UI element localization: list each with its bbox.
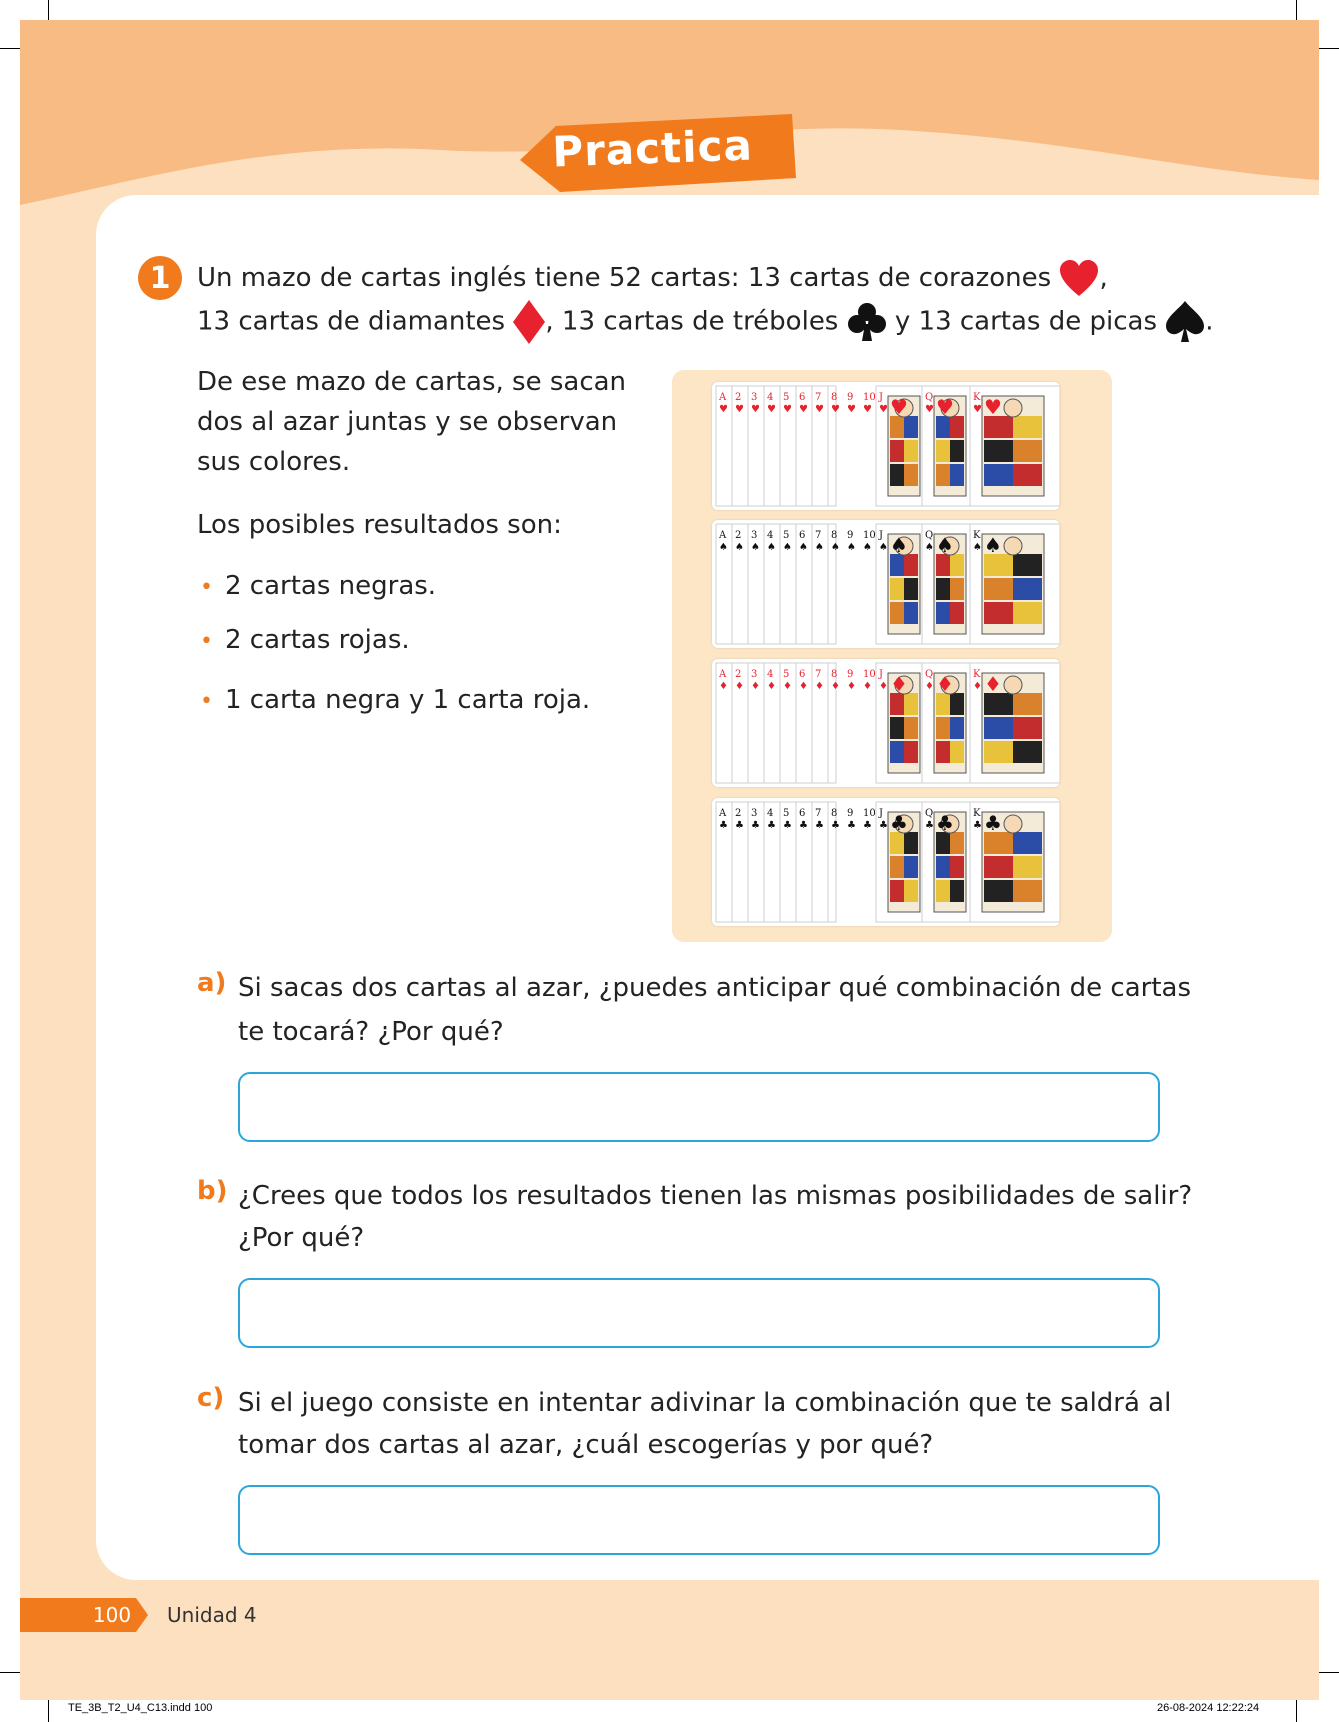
card-suit-pip: ♦ [879,681,888,692]
card-rank: 9 [847,669,854,680]
card-rank: 5 [783,669,790,680]
bullet-icon: • [200,575,213,600]
card-suit-pip: ♥ [735,404,744,415]
answer-field-c[interactable] [238,1485,1160,1555]
description-line: sus colores. [197,447,351,477]
crop-mark [1296,0,1297,22]
club-icon [847,302,887,342]
crop-mark [1318,48,1339,49]
card-rank: 4 [767,808,774,819]
card-K [970,524,1060,644]
card-fan [712,798,1060,926]
question-b-line: ¿Por qué? [238,1223,365,1253]
card-J [876,524,922,644]
card-10 [863,808,876,831]
card-suit-pip: ♥ [879,404,888,415]
result-item: • 1 carta negra y 1 carta roja. [200,685,591,715]
crop-mark [48,0,49,22]
card-row-hearts [712,382,1060,510]
card-K [970,663,1060,783]
card-rank: 4 [767,392,774,403]
card-suit-pip: ♦ [767,681,776,692]
svg-text:♦: ♦ [984,672,1002,696]
crop-mark [0,1672,22,1673]
card-rank: K [973,392,981,403]
card-suit-pip: ♥ [751,404,760,415]
card-8 [828,802,840,922]
page-number: 100 [92,1603,132,1627]
card-suit-pip: ♣ [751,820,760,831]
card-suit-pip: ♦ [719,681,728,692]
face-card-art [982,533,1044,634]
svg-text:♣: ♣ [936,811,954,835]
card-rank: A [719,669,727,680]
card-suit-pip: ♥ [831,404,840,415]
card-rank: J [879,669,884,680]
svg-text:♣: ♣ [984,811,1002,835]
card-suit-pip: ♠ [831,542,840,553]
face-card-art [888,811,920,912]
question-b-line: ¿Crees que todos los resultados tienen las mismas posibilidades de salir? [238,1181,1193,1211]
card-suit-pip: ♠ [847,542,856,553]
card-suit-pip: ♦ [925,681,934,692]
card-suit-pip: ♦ [783,681,792,692]
card-suit-pip: ♠ [973,542,982,553]
card-8 [828,524,840,644]
card-suit-pip: ♥ [925,404,934,415]
diamond-icon [513,300,545,344]
answer-field-b[interactable] [238,1278,1160,1348]
card-rank: 7 [815,808,822,819]
card-rank: 6 [799,669,806,680]
svg-text:♥: ♥ [984,395,1002,419]
card-rank: J [879,392,884,403]
card-rank: J [879,530,884,541]
question-label-c: c) [197,1383,225,1413]
card-suit-pip: ♣ [719,820,728,831]
card-rank: K [973,669,981,680]
card-suit-pip: ♠ [863,542,872,553]
card-9 [847,808,856,831]
face-card-art [934,533,966,634]
card-suit-pip: ♦ [751,681,760,692]
card-Q [922,524,970,644]
card-9 [847,669,856,692]
card-suit-pip: ♣ [815,820,824,831]
bullet-icon: • [200,689,213,714]
card-Q [922,802,970,922]
card-rank: 3 [751,392,758,403]
card-suit-pip: ♦ [831,681,840,692]
card-row-clubs [712,798,1060,926]
card-rank: 7 [815,392,822,403]
question-a-line: Si sacas dos cartas al azar, ¿puedes anticipar qué combinación de cartas [238,973,1191,1003]
card-9 [847,392,856,415]
face-card-art [888,533,920,634]
intro-text: Un mazo de cartas inglés tiene 52 cartas: 13 cartas de corazones [197,263,1052,293]
card-row-diamonds [712,659,1060,787]
svg-text:♠: ♠ [890,533,908,557]
svg-text:♣: ♣ [890,811,908,835]
card-rank: 4 [767,530,774,541]
card-J [876,663,922,783]
slug-datetime: 26-08-2024 12:22:24 [1157,1702,1260,1714]
face-card-art [888,672,920,773]
card-8 [828,386,840,506]
answer-field-a[interactable] [238,1072,1160,1142]
svg-text:♦: ♦ [890,672,908,696]
card-rank: Q [925,808,934,819]
card-suit-pip: ♦ [735,681,744,692]
card-suit-pip: ♥ [815,404,824,415]
svg-text:♥: ♥ [890,395,908,419]
card-rank: A [719,530,727,541]
card-rank: 3 [751,530,758,541]
svg-text:♥: ♥ [936,395,954,419]
card-rank: 9 [847,392,854,403]
card-rank: 10 [863,808,876,819]
card-rank: 9 [847,808,854,819]
card-rank: 7 [815,530,822,541]
card-fan [712,520,1060,648]
card-suit-pip: ♣ [783,820,792,831]
card-10 [863,392,876,415]
card-rank: J [879,808,884,819]
slug-file: TE_3B_T2_U4_C13.indd 100 [68,1702,213,1714]
activity-number: 1 [138,256,182,300]
card-rank: 8 [831,669,838,680]
card-suit-pip: ♣ [879,820,888,831]
card-rank: 6 [799,808,806,819]
card-suit-pip: ♣ [735,820,744,831]
bullet-icon: • [200,629,213,654]
card-rank: 6 [799,530,806,541]
card-10 [863,530,876,553]
card-suit-pip: ♠ [925,542,934,553]
description-line: De ese mazo de cartas, se sacan [197,367,627,397]
card-suit-pip: ♣ [847,820,856,831]
card-suit-pip: ♣ [799,820,808,831]
card-rank: 9 [847,530,854,541]
card-rank: 10 [863,530,876,541]
card-rank: Q [925,530,934,541]
card-suit-pip: ♥ [767,404,776,415]
unit-label: Unidad 4 [167,1603,257,1627]
face-card-art [982,395,1044,496]
card-rank: 2 [735,530,742,541]
face-card-art [934,811,966,912]
card-rank: 2 [735,669,742,680]
face-card-art [934,395,966,496]
face-card-art [982,811,1044,912]
card-suit-pip: ♥ [783,404,792,415]
question-label-b: b) [197,1176,228,1206]
card-suit-pip: ♠ [735,542,744,553]
card-rank: 5 [783,392,790,403]
card-10 [863,669,876,692]
card-suit-pip: ♠ [879,542,888,553]
card-suit-pip: ♠ [751,542,760,553]
card-rank: 3 [751,808,758,819]
card-suit-pip: ♦ [847,681,856,692]
question-c-line: tomar dos cartas al azar, ¿cuál escogerías y por qué? [238,1430,934,1460]
card-suit-pip: ♠ [815,542,824,553]
card-J [876,386,922,506]
card-row-spades [712,520,1060,648]
result-item: • 2 cartas negras. [200,571,437,601]
crop-mark [1318,1672,1339,1673]
card-rank: 8 [831,808,838,819]
card-rank: 5 [783,808,790,819]
card-rank: K [973,530,981,541]
card-K [970,386,1060,506]
card-rank: 7 [815,669,822,680]
card-suit-pip: ♥ [973,404,982,415]
card-fan [712,382,1060,510]
card-suit-pip: ♣ [863,820,872,831]
card-suit-pip: ♣ [973,820,982,831]
card-suit-pip: ♠ [783,542,792,553]
heart-icon [1059,260,1099,298]
card-rank: A [719,808,727,819]
question-a-line: te tocará? ¿Por qué? [238,1017,504,1047]
card-K [970,802,1060,922]
face-card-art [982,672,1044,773]
spade-icon [1165,301,1205,343]
crop-mark [1296,1700,1297,1722]
card-suit-pip: ♥ [847,404,856,415]
card-9 [847,530,856,553]
crop-mark [0,48,22,49]
card-suit-pip: ♣ [925,820,934,831]
card-rank: 2 [735,392,742,403]
svg-text:♦: ♦ [936,672,954,696]
card-suit-pip: ♦ [815,681,824,692]
card-Q [922,386,970,506]
card-rank: A [719,392,727,403]
card-suit-pip: ♣ [831,820,840,831]
question-label-a: a) [197,968,227,998]
card-rank: 6 [799,392,806,403]
card-8 [828,663,840,783]
results-intro: Los posibles resultados son: [197,510,562,540]
card-rank: 5 [783,530,790,541]
face-card-art [934,672,966,773]
card-suit-pip: ♣ [767,820,776,831]
card-Q [922,663,970,783]
card-fan [712,659,1060,787]
card-suit-pip: ♦ [973,681,982,692]
card-suit-pip: ♠ [719,542,728,553]
card-rank: 10 [863,392,876,403]
card-rank: Q [925,669,934,680]
card-rank: K [973,808,981,819]
card-rank: 10 [863,669,876,680]
card-suit-pip: ♥ [799,404,808,415]
card-suit-pip: ♦ [863,681,872,692]
card-rank: Q [925,392,934,403]
card-suit-pip: ♥ [719,404,728,415]
svg-text:♠: ♠ [936,533,954,557]
crop-mark [48,1700,49,1722]
description-line: dos al azar juntas y se observan [197,407,618,437]
card-rank: 2 [735,808,742,819]
face-card-art [888,395,920,496]
card-suit-pip: ♠ [799,542,808,553]
card-suit-pip: ♥ [863,404,872,415]
card-suit-pip: ♠ [767,542,776,553]
card-rank: 8 [831,530,838,541]
result-item: • 2 cartas rojas. [200,625,410,655]
card-suit-pip: ♦ [799,681,808,692]
card-J [876,802,922,922]
intro-line-1: Un mazo de cartas inglés tiene 52 cartas: 13 cartas de corazones , [197,258,1108,298]
question-c-line: Si el juego consiste en intentar adivinar la combinación que te saldrá al [238,1388,1172,1418]
page-title: Practica [551,120,754,177]
card-rank: 3 [751,669,758,680]
card-rank: 4 [767,669,774,680]
svg-text:♠: ♠ [984,533,1002,557]
card-rank: 8 [831,392,838,403]
intro-line-2: 13 cartas de diamantes , 13 cartas de tréboles y 13 cartas de picas . [197,300,1214,344]
